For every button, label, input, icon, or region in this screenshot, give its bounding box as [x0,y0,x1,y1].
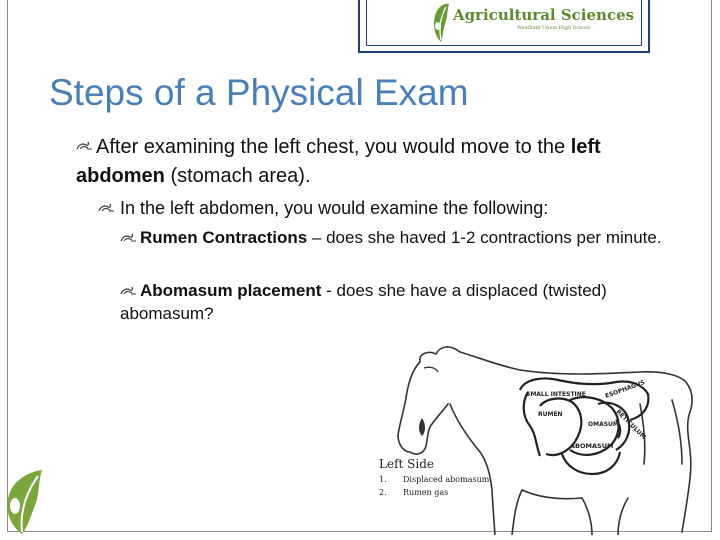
bullet-text: (stomach area). [164,165,311,187]
bullet-text: After examining the left chest, you would move to the [96,136,571,158]
label-esophagus: ESOPHAGUS [604,379,646,400]
leaf-logo-icon [431,2,451,44]
legend-title: Left Side [379,457,434,471]
legend-item-label: Displaced abomasum [403,475,490,484]
cow-ear [419,418,425,436]
label-rumen: RUMEN [538,411,563,418]
flourish-bullet-icon [120,286,137,295]
legend-item-number: 2. [379,488,387,497]
page-title: Steps of a Physical Exam [49,72,469,113]
logo-banner [358,0,650,53]
bullet-rumen-contractions [120,226,680,249]
bullet-text: - does she have a displaced (twisted) abomasum? [120,281,607,323]
corner-leaf-logo-icon [2,468,46,536]
bullet-examine-following [98,196,678,220]
bullet-text-bold: Rumen Contractions [140,228,308,247]
bullet-abomasum-placement [120,279,680,325]
logo-title: Agricultural Sciences [453,6,635,24]
cow-outline [398,347,692,535]
label-small-intestine: SMALL INTESTINE [526,391,586,398]
diagram-legend [379,457,489,497]
bullet-text-bold: Abomasum placement [140,281,322,300]
label-abomasum: ABOMASUM [570,442,614,450]
bullet-text: In the left abdomen, you would examine the following: [120,198,549,218]
cow-eye [424,367,438,372]
legend-item [379,488,489,497]
legend-item-number: 1. [379,475,387,484]
label-reticulum: RETICULUM [614,408,647,441]
flourish-bullet-icon [76,141,93,150]
legend-item [379,475,489,484]
bullet-text: – does she haved 1-2 contractions per minute. [307,228,662,247]
flourish-bullet-icon [98,203,115,212]
cow-digestive-diagram [300,340,700,535]
bullet-left-abdomen [76,133,676,191]
label-omasum: OMASUM [588,421,619,428]
logo-subtitle: Westfield Union High School [517,25,590,31]
legend-item-label: Rumen gas [403,488,449,497]
bullet-text-bold: left abdomen [76,136,601,187]
logo-inner-border [366,0,642,46]
flourish-bullet-icon [120,233,137,242]
